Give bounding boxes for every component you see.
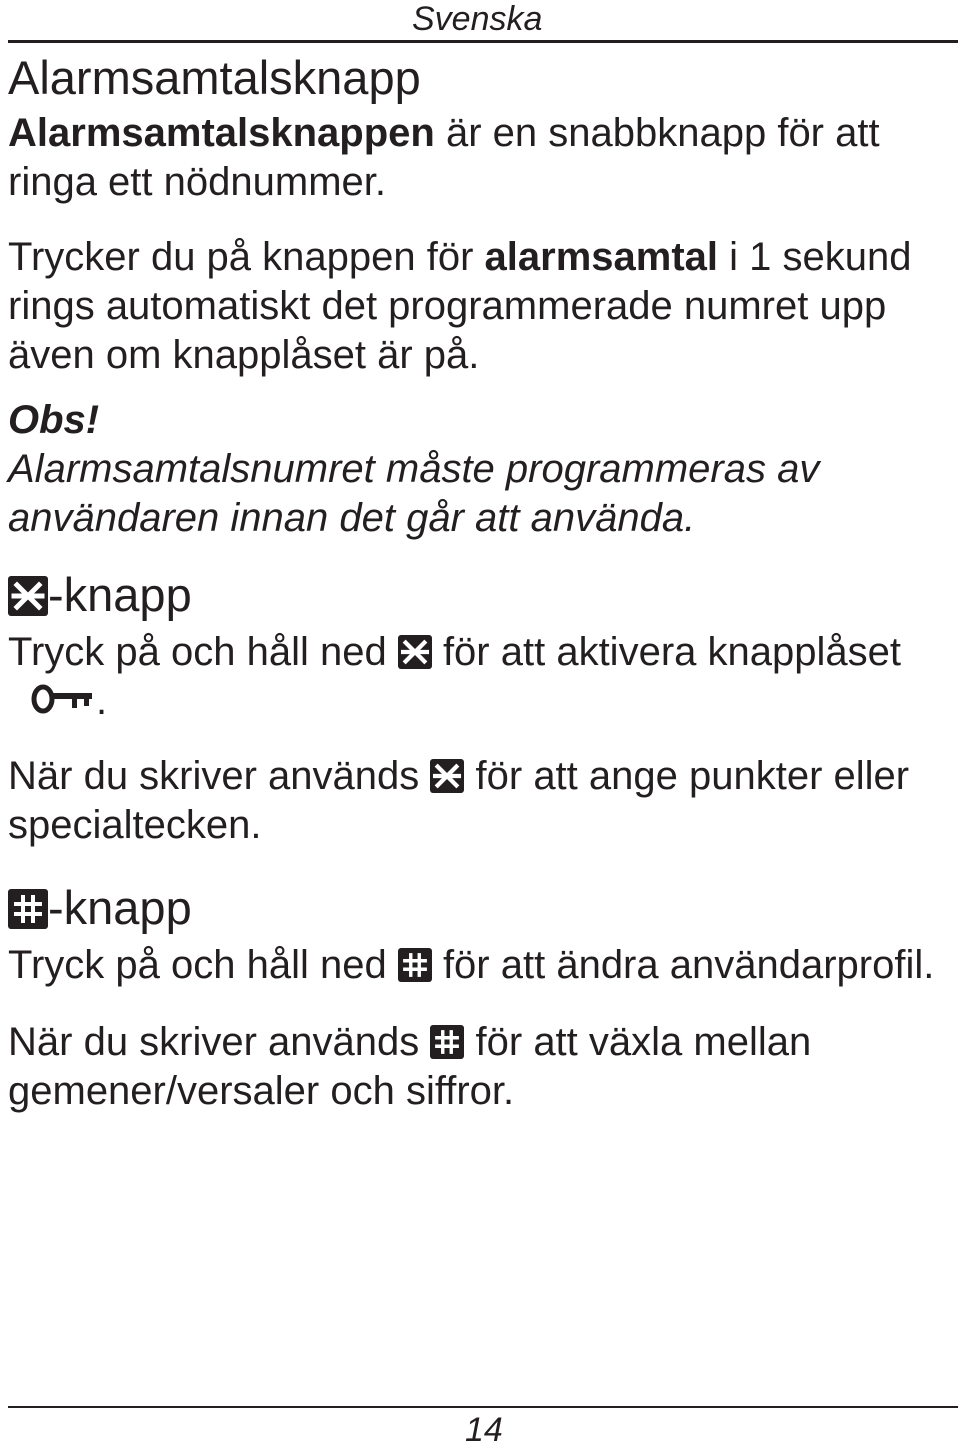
obs-label: Obs!: [8, 398, 100, 442]
alarm-paragraph-1: [8, 109, 953, 207]
header-rule: [8, 40, 958, 43]
alarm-term: Alarmsamtalsknappen: [8, 111, 435, 155]
hash-key-paragraph-2: [8, 1018, 953, 1116]
star-key-icon: [8, 576, 48, 616]
star-p1-start: Tryck på och håll ned: [8, 630, 398, 674]
star-key-paragraph-1: [8, 628, 953, 726]
star-p2-start: När du skriver används: [8, 754, 431, 798]
footer-rule: [8, 1406, 958, 1408]
star-key-title: -knapp: [48, 568, 192, 621]
hash-key-title: -knapp: [48, 881, 192, 934]
alarm-call-term: alarmsamtal: [484, 235, 719, 279]
star-key-paragraph-2: [8, 752, 953, 850]
star-p2-end: för att ange punkter eller specialtecken.: [8, 754, 910, 847]
page-number: 14: [465, 1411, 503, 1449]
hash-p2-start: När du skriver används: [8, 1020, 431, 1064]
alarm-paragraph-2: [8, 233, 953, 380]
obs-text: Alarmsamtalsnumret måste programmeras av användaren innan det går att använda.: [8, 447, 820, 540]
page-content: [8, 50, 953, 1116]
hash-key-icon: [8, 889, 48, 929]
star-p1-middle: för att aktivera knapplåset: [431, 630, 901, 674]
hash-key-icon: [398, 948, 432, 982]
alarm-paragraph-2-start: Trycker du på knappen för: [8, 235, 485, 279]
key-lock-icon: [30, 679, 96, 713]
alarm-paragraph-2-end: i 1 sekund rings automatiskt det programmerade numret upp även om knapplåset är på.: [8, 235, 912, 377]
star-p1-end: .: [96, 679, 108, 723]
hash-key-heading: [8, 880, 953, 935]
star-key-heading: [8, 567, 953, 622]
language-label: Svenska: [412, 0, 543, 38]
star-key-icon: [430, 759, 464, 793]
hash-p1-end: för att ändra användarprofil.: [431, 943, 935, 987]
star-key-icon: [398, 635, 432, 669]
alarm-paragraph-1-text: är en snabbknapp för att ringa ett nödnummer.: [8, 111, 880, 204]
alarm-title: Alarmsamtalsknapp: [8, 51, 421, 104]
hash-p1-start: Tryck på och håll ned: [8, 943, 398, 987]
hash-key-paragraph-1: [8, 941, 953, 990]
hash-p2-end: för att växla mellan gemener/versaler och siffror.: [8, 1020, 812, 1113]
hash-key-icon: [430, 1025, 464, 1059]
